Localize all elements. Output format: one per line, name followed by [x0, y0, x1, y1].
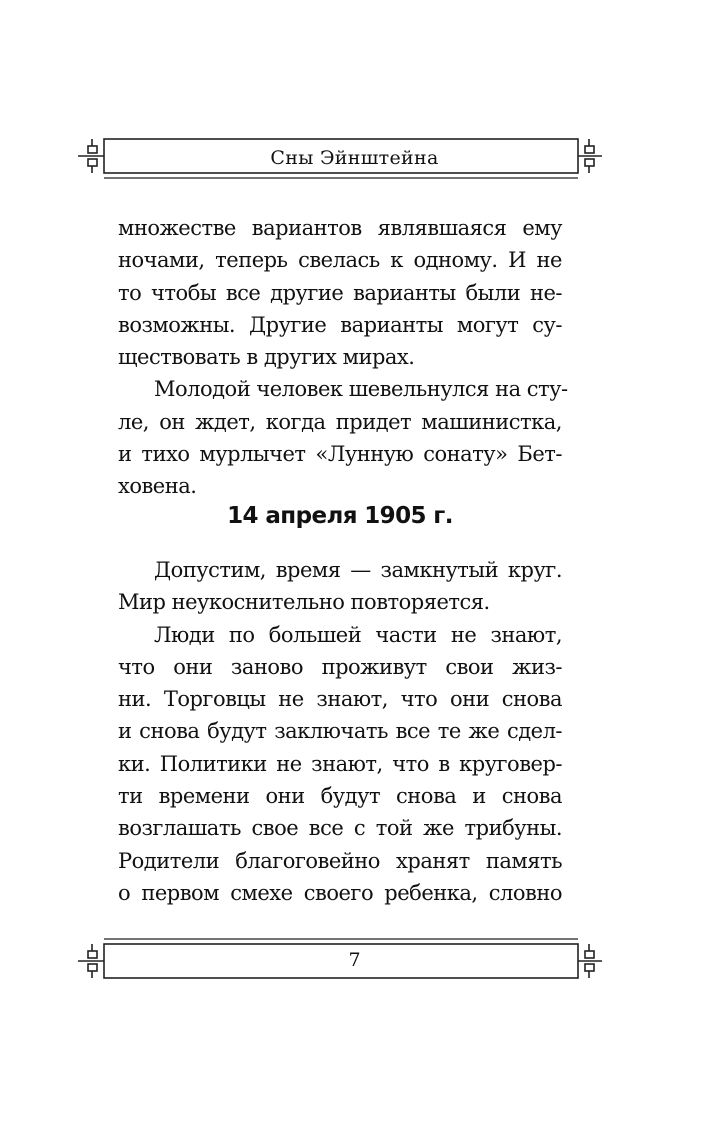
text-line: и тихо мурлычет «Лунную сонату» Бет-	[118, 442, 562, 467]
chapter-heading: 14 апреля 1905 г.	[227, 503, 453, 529]
page-number: 7	[348, 949, 361, 971]
text-line: Мир неукоснительно повторяется.	[118, 590, 490, 615]
text-line: ществовать в других мирах.	[118, 345, 415, 370]
text-line: что они заново проживут свои жиз-	[118, 654, 562, 679]
paragraph-block-1	[118, 212, 568, 503]
text-line: ховена.	[118, 474, 197, 499]
text-line: Молодой человек шевельнулся на сту-	[154, 377, 568, 402]
text-line: о первом смехе своего ребенка, словно	[118, 880, 562, 905]
text-line: возглашать свое все с той же трибуны.	[118, 816, 562, 841]
text-line: Родители благоговейно хранят память	[118, 848, 562, 873]
text-line: ле, он ждет, когда придет машинистка,	[118, 409, 562, 434]
text-line: ки. Политики не знают, что в круговер-	[118, 751, 562, 776]
paragraph-block-2	[118, 554, 562, 909]
page-footer	[0, 937, 709, 983]
text-line: и снова будут заключать все те же сдел-	[118, 719, 562, 744]
text-line: то чтобы все другие варианты были не-	[118, 280, 562, 305]
text-line: возможны. Другие варианты могут су-	[118, 312, 562, 337]
text-line: Люди по большей части не знают,	[154, 622, 562, 647]
text-line: ни. Торговцы не знают, что они снова	[118, 687, 562, 712]
text-line: Допустим, время — замкнутый круг.	[154, 558, 562, 582]
text-line: ночами, теперь свелась к одному. И не	[118, 248, 562, 273]
running-header	[0, 136, 709, 182]
running-title: Сны Эйнштейна	[270, 147, 439, 169]
text-line: множестве вариантов являвшаяся ему	[118, 216, 562, 240]
text-line: ти времени они будут снова и снова	[118, 784, 562, 809]
